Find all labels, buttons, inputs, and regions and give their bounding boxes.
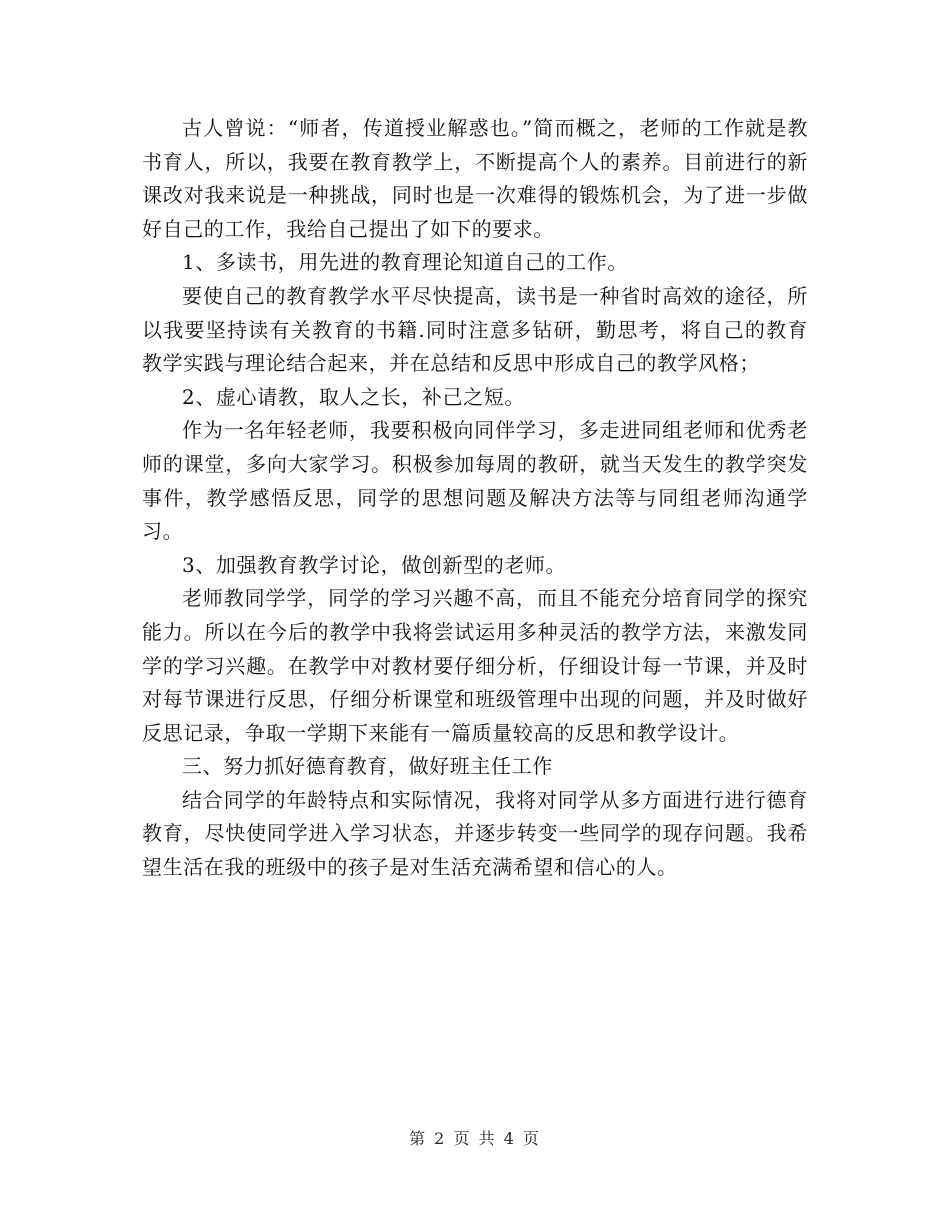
- document-body: [142, 112, 808, 885]
- heading-item-1: 1、多读书，用先进的教育理论知道自己的工作。: [182, 250, 628, 275]
- paragraph-research: 老师教同学学，同学的学习兴趣不高，而且不能充分培育同学的探究能力。所以在今后的教学中我将尝试运用多种灵活的教学方法，来激发同学的学习兴趣。在教学中对教材要仔细分析，仔细设计每一节课，并及时对每节课进行反思，仔细分析课堂和班级管理中出现的问题，并及时做好反思记录，争取一学期下来能有一篇质量较高的反思和教学设计。: [142, 586, 808, 745]
- paragraph-reading: 要使自己的教育教学水平尽快提高，读书是一种省时高效的途径，所以我要坚持读有关教育的书籍.同时注意多钻研，勤思考，将自己的教育教学实践与理论结合起来，并在总结和反思中形成自己的教学风格；: [142, 283, 808, 376]
- heading-section-3: 三、努力抓好德育教育，做好班主任工作: [182, 754, 553, 779]
- heading-item-2: 2、虚心请教，取人之长，补己之短。: [182, 384, 525, 409]
- paragraph-moral-education: 结合同学的年龄特点和实际情况，我将对同学从多方面进行进行德育教育，尽快使同学进入学习状态，并逐步转变一些同学的现存问题。我希望生活在我的班级中的孩子是对生活充满希望和信心的人。: [142, 787, 808, 880]
- page-number-footer: 第 2 页 共 4 页: [409, 1129, 541, 1148]
- paragraph-intro: 古人曾说：“师者，传道授业解惑也。”简而概之，老师的工作就是教书育人，所以，我要在教育教学上，不断提高个人的素养。目前进行的新课改对我来说是一种挑战，同时也是一次难得的锻炼机会，为了进一步做好自己的工作，我给自己提出了如下的要求。: [142, 116, 808, 241]
- paragraph-learning: 作为一名年轻老师，我要积极向同伴学习，多走进同组老师和优秀老师的课堂，多向大家学习。积极参加每周的教研，就当天发生的教学突发事件，教学感悟反思，同学的思想问题及解决方法等与同组老师沟通学习。: [142, 418, 808, 544]
- heading-item-3: 3、加强教育教学讨论，做创新型的老师。: [182, 552, 567, 577]
